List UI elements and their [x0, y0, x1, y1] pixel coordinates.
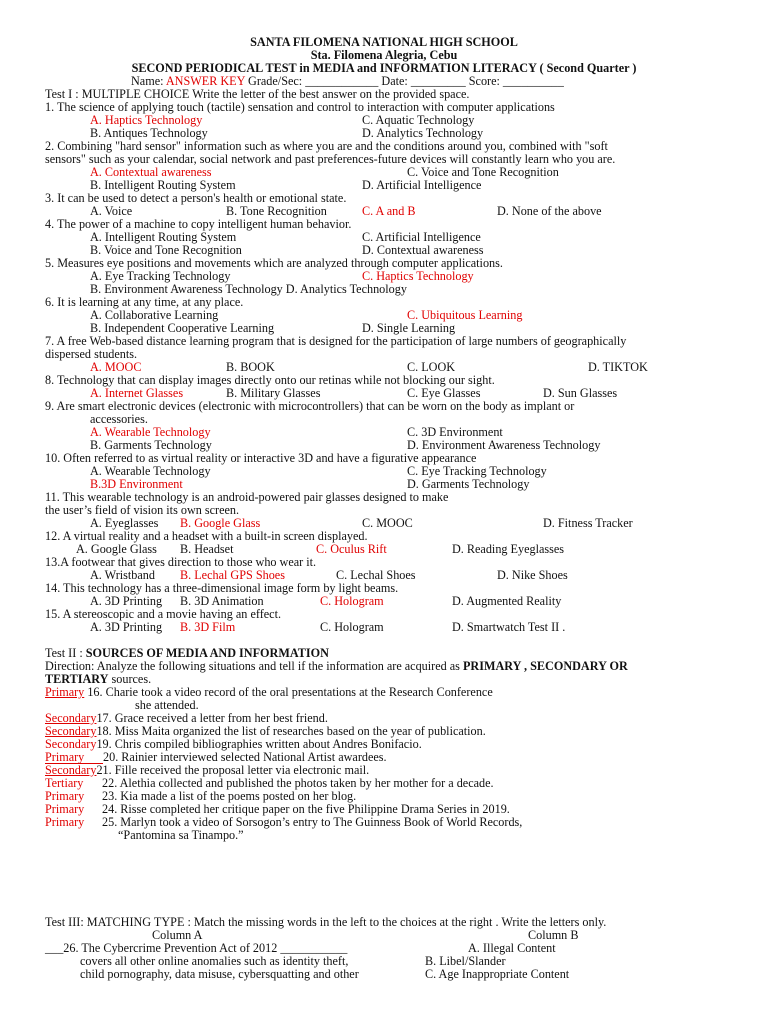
test2-heading-prefix: Test II : [45, 646, 86, 660]
q10-choice-b: B.3D Environment [90, 477, 183, 491]
q4-choice-a: A. Intelligent Routing System [90, 230, 237, 244]
q7-choice-b: B. BOOK [226, 360, 275, 374]
q15-choice-c: C. Hologram [320, 620, 384, 634]
q15-choice-b: B. 3D Film [180, 620, 236, 634]
q11-text-1: 11. This wearable technology is an android-powered pair glasses designed to make [45, 490, 449, 504]
q15-text: 15. A stereoscopic and a movie having an effect. [45, 607, 282, 621]
q7-choice-c: C. LOOK [407, 360, 456, 374]
item-text: 22. Alethia collected and published the photos taken by her mother for a decade. [102, 776, 494, 790]
q3-choice-b: B. Tone Recognition [226, 204, 327, 218]
test2-direction-bold: PRIMARY , SECONDARY OR [462, 659, 628, 673]
q4-text: 4. The power of a machine to copy intelligent human behavior. [45, 217, 352, 231]
q9-choice-d: D. Environment Awareness Technology [407, 438, 601, 452]
q13-text: 13.A footwear that gives direction to those who wear it. [45, 555, 317, 569]
q14-choice-d: D. Augmented Reality [452, 594, 562, 608]
q26-line-1: ___26. The Cybercrime Prevention Act of 2012 ___________ [45, 941, 348, 955]
q6-choice-a: A. Collaborative Learning [90, 308, 219, 322]
q11-choice-b: B. Google Glass [180, 516, 261, 530]
q2-choice-c: C. Voice and Tone Recognition [407, 165, 559, 179]
item-text: 20. Rainier interviewed selected National Artist awardees. [103, 750, 387, 764]
score-label: Score: __________ [468, 74, 564, 88]
q8-text: 8. Technology that can display images directly onto our retinas while not blocking our sight. [45, 373, 495, 387]
choice-a: A. Illegal Content [468, 941, 556, 955]
test3-heading: Test III: MATCHING TYPE : Match the missing words in the left to the choices at the right . Write the letters only. [45, 915, 607, 929]
q6-choice-b: B. Independent Cooperative Learning [90, 321, 275, 335]
q8-choice-b: B. Military Glasses [226, 386, 321, 400]
column-b-header: Column B [528, 928, 579, 942]
item-text: 19. Chris compiled bibliographies written about Andres Bonifacio. [96, 737, 422, 751]
grade-label: Grade/Sec: ____________ [248, 74, 379, 88]
q10-text: 10. Often referred to as virtual reality or interactive 3D and have a figurative appearance [45, 451, 477, 465]
q8-choice-d: D. Sun Glasses [543, 386, 618, 400]
item-answer: Primary [45, 789, 85, 803]
q7-text-2: dispersed students. [45, 347, 138, 361]
item-answer: Primary [45, 752, 103, 764]
q4-choice-d: D. Contextual awareness [362, 243, 484, 257]
q3-choice-d: D. None of the above [497, 204, 602, 218]
test2-direction-end: sources. [108, 672, 152, 686]
item-text: 16. Charie took a video record of the oral presentations at the Research Conference [84, 685, 493, 699]
q1-choice-a: A. Haptics Technology [90, 113, 203, 127]
test1-heading: Test I : MULTIPLE CHOICE Write the letter of the best answer on the provided space. [45, 87, 470, 101]
test-title: SECOND PERIODICAL TEST in MEDIA and INFORMATION LITERACY ( Second Quarter ) [131, 61, 637, 75]
q1-choice-d: D. Analytics Technology [362, 126, 484, 140]
q9-choice-b: B. Garments Technology [90, 438, 212, 452]
q1-choice-b: B. Antiques Technology [90, 126, 208, 140]
list-item [45, 816, 522, 829]
q15-choice-d: D. Smartwatch Test II . [452, 620, 566, 634]
q12-choice-c: C. Oculus Rift [316, 542, 387, 556]
q7-text-1: 7. A free Web-based distance learning program that is designed for the participation of large numbers of geographically [45, 334, 627, 348]
q2-text-2: sensors" such as your calendar, social network and past preferences-future devices will constantly learn who you are. [45, 152, 616, 166]
q10-choice-d: D. Garments Technology [407, 477, 530, 491]
q2-choice-a: A. Contextual awareness [90, 165, 212, 179]
item-answer: Primary [45, 685, 85, 699]
q11-choice-d: D. Fitness Tracker [543, 516, 633, 530]
name-label: Name: [131, 74, 164, 88]
item-answer: Primary [45, 802, 85, 816]
q14-choice-b: B. 3D Animation [180, 594, 264, 608]
q3-choice-a: A. Voice [90, 204, 133, 218]
q12-choice-a: A. Google Glass [76, 542, 157, 556]
item-answer: Primary [45, 815, 85, 829]
list-item [118, 829, 244, 842]
q14-choice-a: A. 3D Printing [90, 594, 163, 608]
item-answer: Secondary [45, 737, 97, 751]
q3-text: 3. It can be used to detect a person's health or emotional state. [45, 191, 347, 205]
q14-choice-c: C. Hologram [320, 594, 384, 608]
choice-b: B. Libel/Slander [425, 954, 506, 968]
item-answer: Tertiary [45, 776, 84, 790]
q11-choice-c: C. MOOC [362, 516, 413, 530]
q3-choice-c: C. A and B [362, 204, 416, 218]
test2-heading-title: SOURCES OF MEDIA AND INFORMATION [85, 646, 329, 660]
q12-choice-d: D. Reading Eyeglasses [452, 542, 565, 556]
q8-choice-c: C. Eye Glasses [407, 386, 481, 400]
item-text: 17. Grace received a letter from her best friend. [96, 711, 328, 725]
item-text: 18. Miss Maita organized the list of researches based on the year of publication. [96, 724, 486, 738]
q6-choice-c: C. Ubiquitous Learning [407, 308, 523, 322]
name-value: ANSWER KEY [165, 74, 245, 88]
q2-text-1: 2. Combining "hard sensor" information such as where you are and the conditions around you, combined with "soft [45, 139, 608, 153]
q12-choice-b: B. Headset [180, 542, 234, 556]
q13-choice-c: C. Lechal Shoes [336, 568, 416, 582]
q12-text: 12. A virtual reality and a headset with a built-in screen displayed. [45, 529, 368, 543]
q4-choice-b: B. Voice and Tone Recognition [90, 243, 242, 257]
q5-choice-bd: B. Environment Awareness Technology D. Analytics Technology [90, 282, 407, 296]
q13-choice-b: B. Lechal GPS Shoes [180, 568, 285, 582]
test2-direction-bold-2: TERTIARY [45, 672, 109, 686]
q1-text: 1. The science of applying touch (tactile) sensation and control to interaction with computer applications [45, 100, 555, 114]
school-name: SANTA FILOMENA NATIONAL HIGH SCHOOL [250, 35, 518, 49]
list-item [45, 686, 493, 699]
q14-text: 14. This technology has a three-dimensional image form by light beams. [45, 581, 399, 595]
q5-choice-a: A. Eye Tracking Technology [90, 269, 231, 283]
q6-text: 6. It is learning at any time, at any place. [45, 295, 244, 309]
q11-text-2: the user’s field of vision its own screen. [45, 503, 240, 517]
q9-choice-a: A. Wearable Technology [90, 425, 211, 439]
column-a-header: Column A [152, 928, 203, 942]
item-text: 21. Fille received the proposal letter via electronic mail. [96, 763, 370, 777]
item-text: 25. Marlyn took a video of Sorsogon’s entry to The Guinness Book of World Records, [102, 815, 523, 829]
item-answer: Secondary [45, 724, 97, 738]
choice-c: C. Age Inappropriate Content [425, 967, 570, 981]
q5-choice-c: C. Haptics Technology [362, 269, 474, 283]
item-text: 23. Kia made a list of the poems posted on her blog. [102, 789, 357, 803]
q7-choice-a: A. MOOC [90, 360, 142, 374]
q13-choice-d: D. Nike Shoes [497, 568, 568, 582]
q1-choice-c: C. Aquatic Technology [362, 113, 475, 127]
test2-direction-text: Direction: Analyze the following situations and tell if the information are acquired as [45, 659, 463, 673]
q6-choice-d: D. Single Learning [362, 321, 456, 335]
q15-choice-a: A. 3D Printing [90, 620, 163, 634]
q4-choice-c: C. Artificial Intelligence [362, 230, 481, 244]
q26-line-2: covers all other online anomalies such as identity theft, [80, 954, 349, 968]
item-text: she attended. [135, 698, 199, 712]
q8-choice-a: A. Internet Glasses [90, 386, 184, 400]
q7-choice-d: D. TIKTOK [588, 360, 648, 374]
item-answer: Secondary [45, 711, 97, 725]
date-label: Date: _________ [381, 74, 466, 88]
item-text: 24. Risse completed her critique paper on the five Philippine Drama Series in 2019. [102, 802, 510, 816]
q10-choice-c: C. Eye Tracking Technology [407, 464, 547, 478]
q11-choice-a: A. Eyeglasses [90, 516, 159, 530]
q13-choice-a: A. Wristband [90, 568, 155, 582]
q26-line-3: child pornography, data misuse, cybersquatting and other [80, 967, 359, 981]
q9-text-1: 9. Are smart electronic devices (electronic with microcontrollers) that can be worn on the body as implant or [45, 399, 575, 413]
item-answer: Secondary [45, 763, 97, 777]
q2-choice-b: B. Intelligent Routing System [90, 178, 236, 192]
q9-choice-c: C. 3D Environment [407, 425, 503, 439]
school-address: Sta. Filomena Alegria, Cebu [310, 48, 458, 62]
item-text: “Pantomina sa Tinampo.” [118, 828, 244, 842]
q9-text-2: accessories. [90, 412, 148, 426]
q5-text: 5. Measures eye positions and movements which are analyzed through computer applications. [45, 256, 503, 270]
q2-choice-d: D. Artificial Intelligence [362, 178, 482, 192]
q10-choice-a: A. Wearable Technology [90, 464, 211, 478]
